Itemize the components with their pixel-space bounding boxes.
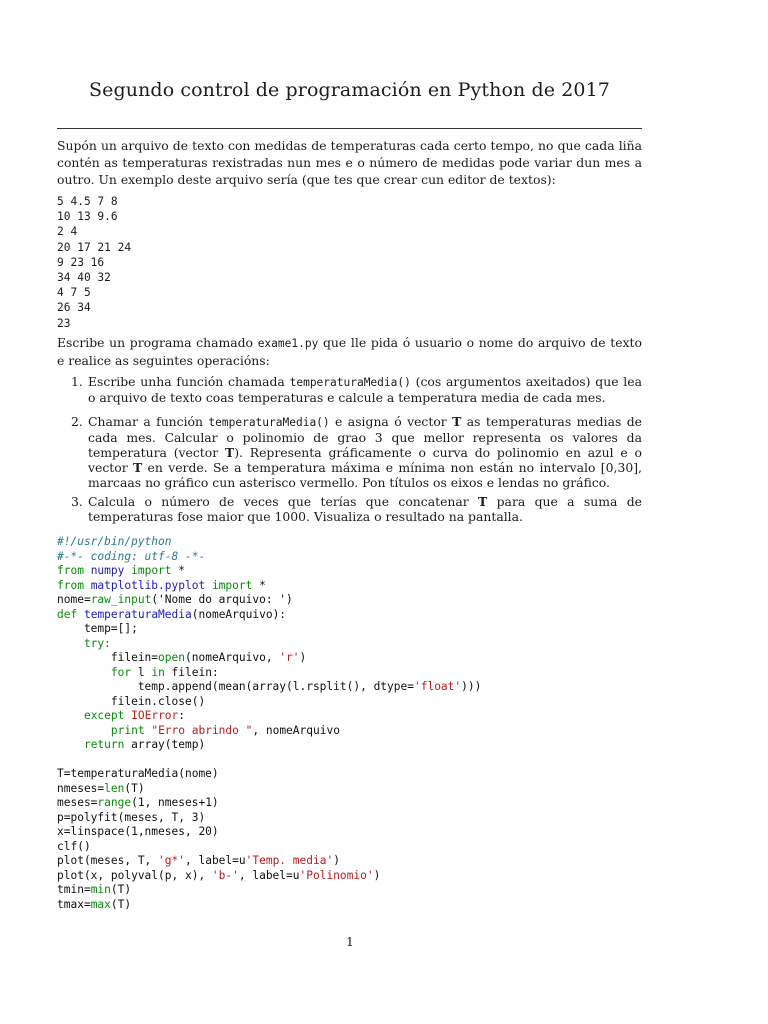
task-paragraph [57, 334, 642, 369]
item-text-part: as temperaturas medias de cada mes. Calcular o polinomio de grao 3 que mellor representa os valores da temperatura (vector [88, 414, 642, 460]
code-token: (1, nmeses+1) [131, 796, 219, 809]
code-token: , label=u [238, 868, 300, 882]
data-line: 10 13 9.6 [57, 210, 118, 224]
code-token: ) [373, 868, 381, 882]
item-text [88, 374, 642, 405]
keyword: for [110, 665, 132, 679]
code-line: p=polyfit(meses, T, 3) [57, 810, 206, 824]
code-token: : [178, 709, 186, 722]
code-line: temp=[]; [57, 622, 138, 635]
string-literal: 'b-' [211, 868, 239, 882]
keyword: except [83, 709, 125, 722]
keyword: in [151, 665, 165, 679]
page-number: 1 [346, 934, 354, 949]
code-line [57, 608, 481, 623]
code-line [57, 738, 481, 753]
code-token: * [252, 578, 266, 592]
code-line [57, 869, 481, 884]
code-line [57, 883, 481, 898]
code-token: temp.append(mean(array(l.rsplit(), dtype= [57, 680, 414, 693]
code-line: filein.close() [57, 694, 206, 708]
code-token: * [171, 564, 186, 577]
item-text [88, 494, 642, 524]
code-token: plot(x, polyval(p, x), [57, 868, 212, 882]
data-line: 4 7 5 [57, 286, 91, 300]
code-line: x=linspace(1,nmeses, 20) [57, 825, 219, 838]
code-token: ('Nome do arquivo: ') [151, 593, 293, 606]
item-text-part: Escribe unha función chamada [88, 374, 290, 389]
code-line [57, 782, 481, 797]
keyword: import [131, 564, 172, 577]
code-token: tmin= [57, 883, 91, 896]
item-text-part: en verde. Se a temperatura máxima e mínima non están no intervalo [0,30], marcaas no gráfico cun asterisco vermello. Pon títulos os eixos e lendas no gráfico. [88, 460, 642, 490]
item-text-part: e asigna ó vector [329, 414, 453, 429]
code-line [57, 564, 481, 579]
item-number: 1. [71, 374, 83, 389]
code-token: , nomeArquivo [252, 723, 340, 737]
code-token: nmeses= [57, 781, 105, 795]
code-token: nome= [57, 593, 91, 606]
vector-symbol: T [452, 414, 462, 429]
builtin: raw_input [90, 593, 152, 606]
data-line: 23 [57, 316, 71, 330]
code-line [57, 680, 481, 695]
string-literal: 'g*' [158, 854, 185, 867]
function-name: temperaturaMedia [83, 607, 192, 621]
code-token: , label=u [185, 854, 246, 867]
data-line: 26 34 [57, 301, 91, 315]
exception-name: IOError [131, 709, 179, 722]
code-token: plot(meses, T, [57, 854, 159, 867]
code-line [57, 709, 481, 724]
string-literal: 'r' [279, 651, 300, 664]
vector-symbol: T [478, 494, 488, 509]
code-line: clf() [57, 839, 91, 853]
code-token: ) [299, 651, 307, 664]
document-title: Segundo control de programación en Python de 2017 [89, 79, 610, 101]
item-text-part: (cos argumentos axeitados) que lea o arquivo de texto coas temperaturas e calcule a temperatura media de cada mes. [88, 374, 642, 405]
example-data-file [57, 194, 131, 331]
code-line: #-*- coding: utf-8 -*- [57, 549, 206, 563]
data-line: 20 17 21 24 [57, 240, 132, 254]
item-number: 2. [71, 414, 83, 429]
code-line [57, 666, 481, 681]
code-line: try: [57, 636, 111, 650]
function-name: temperaturaMedia() [208, 416, 330, 429]
code-token: filein= [57, 651, 159, 664]
code-token [57, 666, 111, 679]
code-token: l [131, 665, 152, 679]
code-token: (nomeArquivo): [191, 607, 287, 621]
code-line [57, 651, 481, 666]
code-token: meses= [57, 796, 98, 809]
data-line: 2 4 [57, 225, 78, 239]
code-token [57, 709, 84, 722]
item-text-part: para que a suma de temperaturas fose maior que 1000. Visualiza o resultado na pantalla. [88, 494, 642, 524]
builtin: max [90, 897, 111, 911]
string-literal: "Erro abrindo " [151, 723, 253, 737]
function-name: temperaturaMedia() [289, 376, 411, 389]
module-name: matplotlib.pyplot [83, 578, 212, 592]
code-listing [57, 535, 481, 912]
builtin: min [90, 883, 111, 896]
code-token [57, 724, 111, 737]
keyword: from [57, 564, 84, 577]
task-text: Escribe un programa chamado [57, 335, 258, 350]
code-line [57, 796, 481, 811]
code-token: ))) [461, 680, 482, 693]
module-name: numpy [83, 564, 132, 577]
code-line [57, 724, 481, 739]
data-line: 5 4.5 7 8 [57, 195, 118, 208]
keyword: from [57, 578, 84, 592]
code-line [57, 593, 481, 608]
keyword: return [83, 738, 125, 751]
code-line [57, 579, 481, 594]
keyword: import [211, 578, 253, 592]
string-literal: 'Temp. media' [245, 854, 334, 867]
vector-symbol: T [224, 445, 235, 460]
keyword: print [110, 723, 145, 737]
code-token: (T) [124, 781, 145, 795]
code-token: filein: [164, 665, 219, 679]
data-line: 9 23 16 [57, 255, 105, 269]
builtin: open [158, 651, 185, 664]
code-token: (T) [110, 897, 132, 911]
builtin: len [104, 781, 125, 795]
string-literal: 'float' [413, 680, 462, 693]
builtin: range [97, 796, 132, 809]
vector-symbol: T [132, 460, 143, 475]
code-token: tmax= [57, 897, 91, 911]
item-number: 3. [71, 494, 83, 509]
code-token [57, 738, 84, 751]
code-line: T=temperaturaMedia(nome) [57, 767, 219, 780]
item-text-part: Chamar a función [88, 414, 209, 429]
item-text [88, 414, 642, 490]
code-token: ) [333, 854, 340, 867]
code-line [57, 854, 481, 869]
title-rule [57, 128, 642, 129]
keyword: def [57, 607, 78, 621]
task-text: que lle pida ó usuario o nome do arquivo de texto e realice as seguintes operacións: [57, 335, 642, 368]
code-token [77, 608, 84, 621]
code-blank-line [57, 753, 481, 768]
code-line [57, 898, 481, 913]
code-token: (nomeArquivo, [185, 651, 280, 664]
item-text-part: Calcula o número de veces que terías que concatenar [88, 494, 479, 509]
intro-paragraph: Supón un arquivo de texto con medidas de temperaturas cada certo tempo, no que cada liña contén as temperaturas rexistradas nun mes e o número de medidas pode variar dun mes a outro. Un exemplo deste arquivo sería (que tes que crear cun editor de textos): [57, 138, 642, 187]
code-token: (T) [110, 883, 132, 896]
item-text-part: ). Representa gráficamente o curva do polinomio en azul e o vector [88, 445, 642, 475]
code-line: #!/usr/bin/python [57, 535, 172, 548]
program-filename: exame1.py [257, 337, 319, 350]
code-token: array(temp) [124, 738, 206, 751]
string-literal: 'Polinomio' [299, 868, 374, 882]
data-line: 34 40 32 [57, 271, 111, 285]
